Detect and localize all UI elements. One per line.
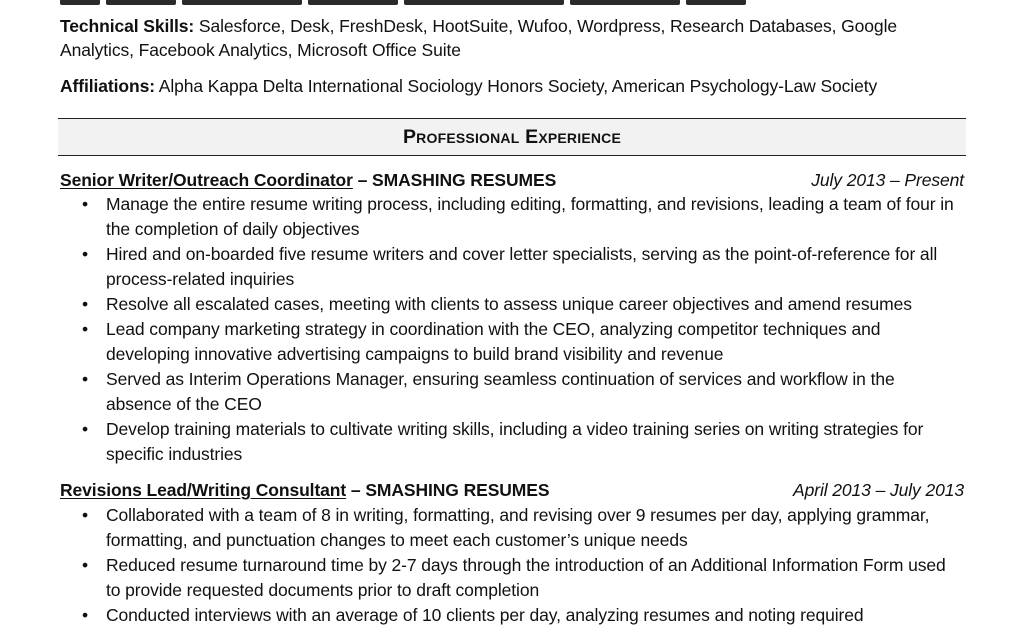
- affiliations: [60, 74, 960, 98]
- job-separator: –: [350, 480, 366, 500]
- bullet-text: Manage the entire resume writing process, including editing, formatting, and revisions, leading a team of four in the completion of daily objectives: [106, 194, 954, 239]
- list-item: [60, 417, 964, 467]
- list-item: [60, 192, 964, 242]
- technical-skills-label: Technical Skills:: [60, 16, 195, 36]
- section-header-professional-experience: [58, 118, 966, 156]
- bullet-text: Hired and on-boarded five resume writers and cover letter specialists, serving as the point-of-reference for all process-related inquiries: [106, 244, 938, 289]
- bullet-icon: •: [82, 605, 89, 625]
- list-item: [60, 503, 964, 553]
- bullet-icon: •: [82, 555, 89, 575]
- bullet-icon: •: [82, 505, 89, 525]
- list-item: [60, 367, 964, 417]
- bullet-text: Develop training materials to cultivate writing skills, including a video training series on writing strategies for specific industries: [106, 419, 924, 464]
- list-item: [60, 292, 964, 317]
- bullet-icon: •: [82, 294, 89, 314]
- technical-skills-value: Salesforce, Desk, FreshDesk, HootSuite, Wufoo, Wordpress, Research Databases, Google Analytics, Facebook Analytics, Microsoft Office Suite: [60, 16, 897, 60]
- technical-skills: [60, 14, 960, 62]
- affiliations-label: Affiliations:: [60, 76, 155, 96]
- job-dates: July 2013 – Present: [811, 170, 964, 190]
- bullet-text: Conducted interviews with an average of 10 clients per day, analyzing resumes and noting required: [106, 605, 864, 625]
- cropped-text-line: [60, 0, 752, 7]
- bullet-text: Resolve all escalated cases, meeting with clients to assess unique career objectives and amend resumes: [106, 294, 912, 314]
- job-bullet-list: [60, 192, 964, 467]
- bullet-icon: •: [82, 419, 89, 439]
- job-title: Senior Writer/Outreach Coordinator: [60, 170, 353, 190]
- job-header: [60, 168, 964, 192]
- job-header: [60, 478, 964, 502]
- bullet-icon: •: [82, 369, 89, 389]
- job-company: SMASHING RESUMES: [372, 170, 557, 190]
- bullet-text: Collaborated with a team of 8 in writing, formatting, and revising over 9 resumes per day, applying grammar, formatting, and punctuation changes to meet each customer’s unique needs: [106, 505, 930, 550]
- list-item: [60, 317, 964, 367]
- bullet-text: Served as Interim Operations Manager, ensuring seamless continuation of services and workflow in the absence of the CEO: [106, 369, 895, 414]
- job-separator: –: [357, 170, 373, 190]
- section-title: Professional Experience: [402, 126, 622, 148]
- bullet-icon: •: [82, 244, 89, 264]
- job-title: Revisions Lead/Writing Consultant: [60, 480, 347, 500]
- job-bullet-list: [60, 503, 964, 628]
- list-item: [60, 242, 964, 292]
- affiliations-value: Alpha Kappa Delta International Sociology Honors Society, American Psychology-Law Society: [158, 76, 878, 96]
- list-item: [60, 603, 964, 628]
- bullet-icon: •: [82, 319, 89, 339]
- bullet-icon: •: [82, 194, 89, 214]
- list-item: [60, 553, 964, 603]
- bullet-text: Reduced resume turnaround time by 2-7 days through the introduction of an Additional Information Form used to provide requested documents prior to draft completion: [106, 555, 946, 600]
- job-dates: April 2013 – July 2013: [793, 480, 964, 500]
- job-company: SMASHING RESUMES: [365, 480, 550, 500]
- bullet-text: Lead company marketing strategy in coordination with the CEO, analyzing competitor techniques and developing innovative advertising campaigns to build brand visibility and revenue: [106, 319, 881, 364]
